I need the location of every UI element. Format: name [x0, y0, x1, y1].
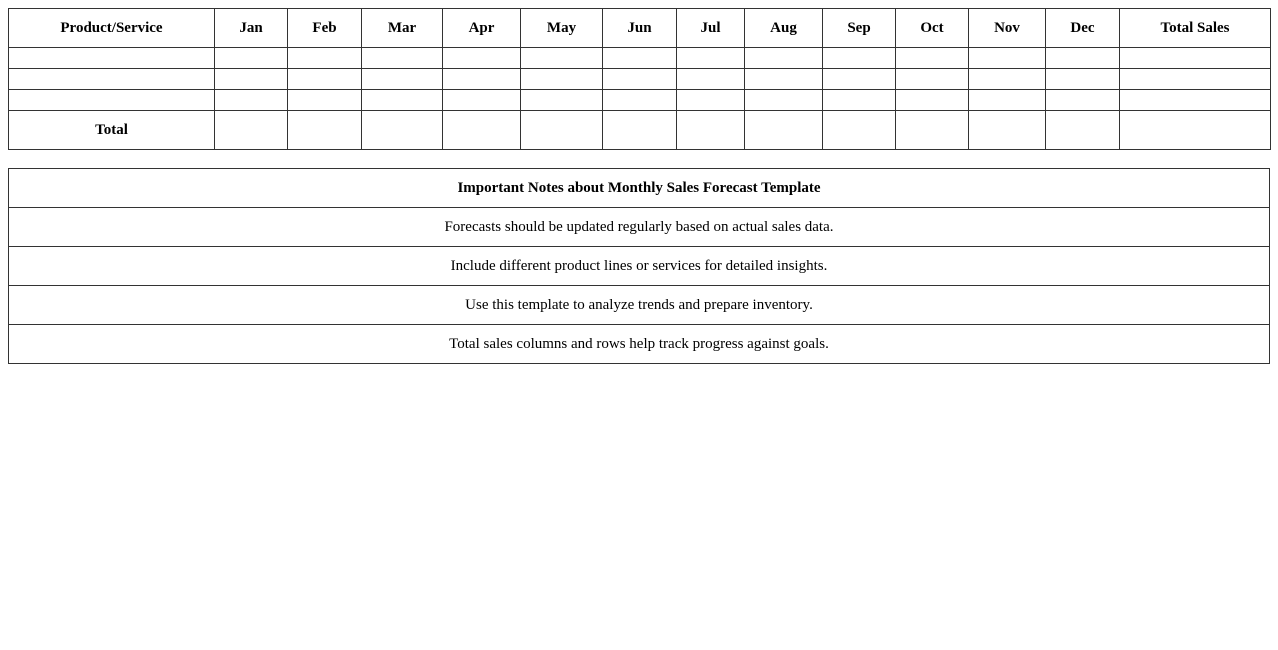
table-cell[interactable] [9, 90, 215, 111]
header-aug: Aug [745, 9, 823, 48]
table-cell[interactable] [9, 69, 215, 90]
total-cell[interactable] [215, 111, 288, 150]
header-dec: Dec [1046, 9, 1120, 48]
table-cell[interactable] [969, 90, 1046, 111]
note-row [9, 247, 1270, 286]
table-cell[interactable] [603, 90, 677, 111]
total-label: Total [9, 111, 215, 150]
table-cell[interactable] [288, 90, 362, 111]
table-cell[interactable] [603, 48, 677, 69]
total-cell[interactable] [1120, 111, 1271, 150]
table-cell[interactable] [896, 90, 969, 111]
total-row [9, 111, 1271, 150]
table-cell[interactable] [677, 48, 745, 69]
table-cell[interactable] [969, 48, 1046, 69]
header-feb: Feb [288, 9, 362, 48]
table-row [9, 69, 1271, 90]
table-cell[interactable] [896, 48, 969, 69]
table-row [9, 90, 1271, 111]
total-cell[interactable] [603, 111, 677, 150]
note-row [9, 325, 1270, 364]
table-cell[interactable] [521, 90, 603, 111]
total-cell[interactable] [521, 111, 603, 150]
table-cell[interactable] [521, 69, 603, 90]
table-cell[interactable] [823, 69, 896, 90]
header-product-service: Product/Service [9, 9, 215, 48]
total-cell[interactable] [1046, 111, 1120, 150]
table-cell[interactable] [362, 48, 443, 69]
table-cell[interactable] [521, 48, 603, 69]
table-cell[interactable] [677, 90, 745, 111]
note-text: Total sales columns and rows help track progress against goals. [9, 325, 1270, 364]
table-cell[interactable] [969, 69, 1046, 90]
header-row [9, 9, 1271, 48]
table-cell[interactable] [677, 69, 745, 90]
table-cell[interactable] [1046, 48, 1120, 69]
table-cell[interactable] [603, 69, 677, 90]
table-cell[interactable] [362, 69, 443, 90]
total-cell[interactable] [969, 111, 1046, 150]
table-cell[interactable] [362, 90, 443, 111]
table-cell[interactable] [443, 90, 521, 111]
table-cell[interactable] [1120, 69, 1271, 90]
note-text: Use this template to analyze trends and prepare inventory. [9, 286, 1270, 325]
table-cell[interactable] [745, 69, 823, 90]
note-row [9, 286, 1270, 325]
table-cell[interactable] [443, 48, 521, 69]
table-cell[interactable] [1046, 69, 1120, 90]
total-cell[interactable] [896, 111, 969, 150]
header-total-sales: Total Sales [1120, 9, 1271, 48]
table-cell[interactable] [1046, 90, 1120, 111]
sales-forecast-table [8, 8, 1271, 150]
table-row [9, 48, 1271, 69]
header-apr: Apr [443, 9, 521, 48]
header-oct: Oct [896, 9, 969, 48]
note-text: Include different product lines or services for detailed insights. [9, 247, 1270, 286]
table-cell[interactable] [745, 48, 823, 69]
total-cell[interactable] [823, 111, 896, 150]
header-mar: Mar [362, 9, 443, 48]
note-text: Forecasts should be updated regularly based on actual sales data. [9, 208, 1270, 247]
table-cell[interactable] [215, 69, 288, 90]
total-cell[interactable] [362, 111, 443, 150]
table-cell[interactable] [288, 48, 362, 69]
total-cell[interactable] [677, 111, 745, 150]
header-may: May [521, 9, 603, 48]
header-jul: Jul [677, 9, 745, 48]
total-cell[interactable] [443, 111, 521, 150]
total-cell[interactable] [745, 111, 823, 150]
table-cell[interactable] [1120, 90, 1271, 111]
table-cell[interactable] [215, 48, 288, 69]
total-cell[interactable] [288, 111, 362, 150]
note-row [9, 208, 1270, 247]
table-cell[interactable] [745, 90, 823, 111]
table-cell[interactable] [896, 69, 969, 90]
table-cell[interactable] [215, 90, 288, 111]
table-cell[interactable] [823, 90, 896, 111]
table-cell[interactable] [443, 69, 521, 90]
header-jan: Jan [215, 9, 288, 48]
table-cell[interactable] [1120, 48, 1271, 69]
table-cell[interactable] [288, 69, 362, 90]
notes-table [8, 168, 1270, 364]
header-nov: Nov [969, 9, 1046, 48]
notes-header-row [9, 169, 1270, 208]
table-cell[interactable] [823, 48, 896, 69]
header-sep: Sep [823, 9, 896, 48]
notes-title: Important Notes about Monthly Sales Forecast Template [9, 169, 1270, 208]
table-cell[interactable] [9, 48, 215, 69]
header-jun: Jun [603, 9, 677, 48]
